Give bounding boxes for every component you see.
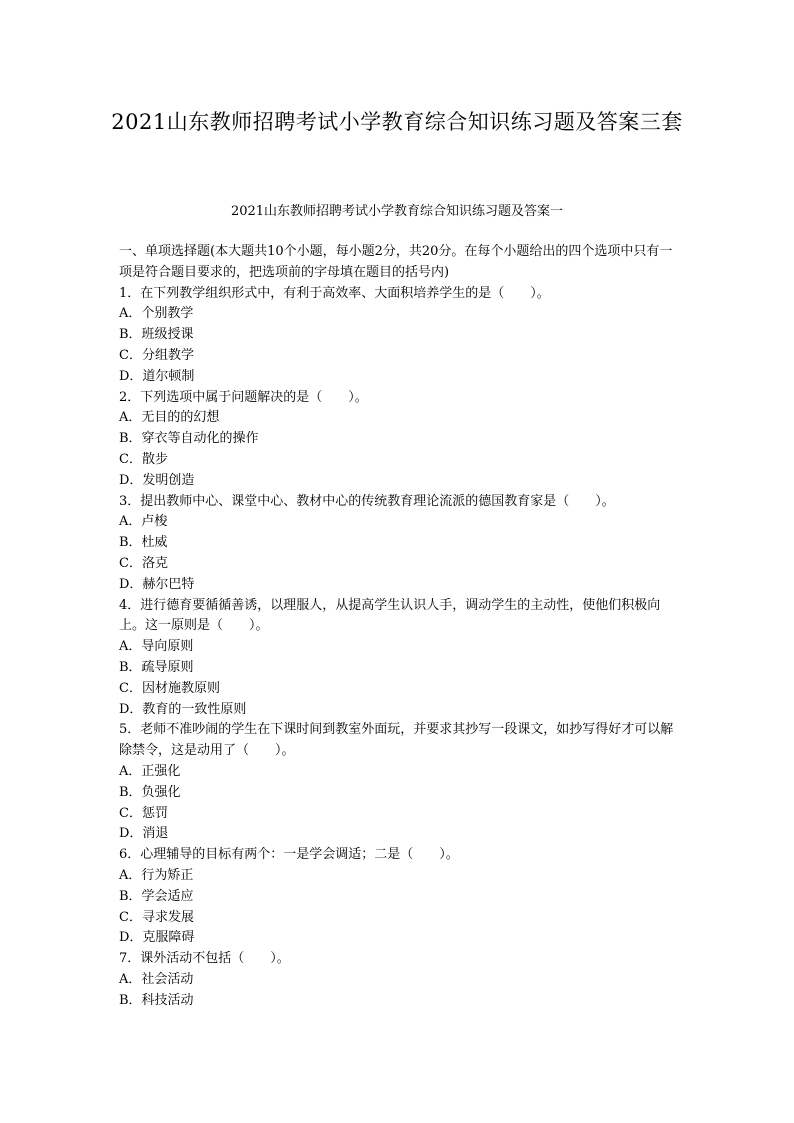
answer-option: B．疏导原则 (119, 659, 194, 675)
question-item (119, 596, 679, 721)
question-stem: 7．课外活动不包括（ ）。 (119, 951, 290, 967)
answer-option: B．学会适应 (119, 888, 194, 904)
document-body (119, 242, 679, 1011)
answer-option: A．个别教学 (119, 306, 194, 322)
answer-option: D．教育的一致性原则 (119, 701, 247, 717)
answer-option: B．科技活动 (119, 992, 194, 1008)
question-stem: 5．老师不准吵闹的学生在下课时间到教室外面玩，并要求其抄写一段课文，如抄写得好才可以解除禁令，这是动用了（ ）。 (119, 722, 674, 759)
answer-option: D．克服障碍 (119, 930, 195, 946)
section-heading: 一、单项选择题(本大题共10个小题，每小题2分，共20分。在每个小题给出的四个选项中只有一项是符合题目要求的，把选项前的字母填在题目的括号内) (119, 244, 673, 280)
question-stem: 6．心理辅导的目标有两个：一是学会调适；二是（ ）。 (119, 847, 459, 863)
question-list (119, 284, 679, 1012)
answer-option: A．导向原则 (119, 639, 194, 655)
question-item (119, 949, 679, 1011)
answer-option: A．正强化 (119, 763, 181, 779)
answer-option: D．发明创造 (119, 472, 195, 488)
answer-option: B．负强化 (119, 784, 181, 800)
question-item (119, 492, 679, 596)
answer-option: C．因材施教原则 (119, 680, 220, 696)
answer-option: C．惩罚 (119, 805, 168, 821)
document-title: 2021山东教师招聘考试小学教育综合知识练习题及答案三套 (111, 110, 683, 134)
question-stem: 1．在下列教学组织形式中，有利于高效率、大面积培养学生的是（ ）。 (119, 285, 550, 301)
answer-option: C．分组教学 (119, 347, 194, 363)
answer-option: B．杜威 (119, 535, 168, 551)
answer-option: C．散步 (119, 451, 168, 467)
answer-option: A．社会活动 (119, 971, 194, 987)
answer-option: D．赫尔巴特 (119, 576, 195, 592)
question-stem: 3．提出教师中心、课堂中心、教材中心的传统教育理论流派的德国教育家是（ ）。 (119, 493, 615, 509)
answer-option: A．行为矫正 (119, 867, 194, 883)
answer-option: A．卢梭 (119, 514, 168, 530)
answer-option: D．道尔顿制 (119, 368, 195, 384)
question-stem: 4．进行德育要循循善诱，以理服人，从提高学生认识人手，调动学生的主动性，使他们积极向上。这一原则是（ ）。 (119, 597, 661, 634)
document-subtitle: 2021山东教师招聘考试小学教育综合知识练习题及答案一 (230, 204, 564, 219)
answer-option: B．班级授课 (119, 327, 194, 343)
question-item (119, 720, 679, 845)
answer-option: C．寻求发展 (119, 909, 194, 925)
question-item (119, 845, 679, 949)
question-item (119, 284, 679, 388)
answer-option: A．无目的的幻想 (119, 410, 220, 426)
answer-option: D．消退 (119, 826, 169, 842)
question-item (119, 388, 679, 492)
question-stem: 2．下列选项中属于问题解决的是（ ）。 (119, 389, 368, 405)
answer-option: C．洛克 (119, 555, 168, 571)
answer-option: B．穿衣等自动化的操作 (119, 431, 259, 447)
